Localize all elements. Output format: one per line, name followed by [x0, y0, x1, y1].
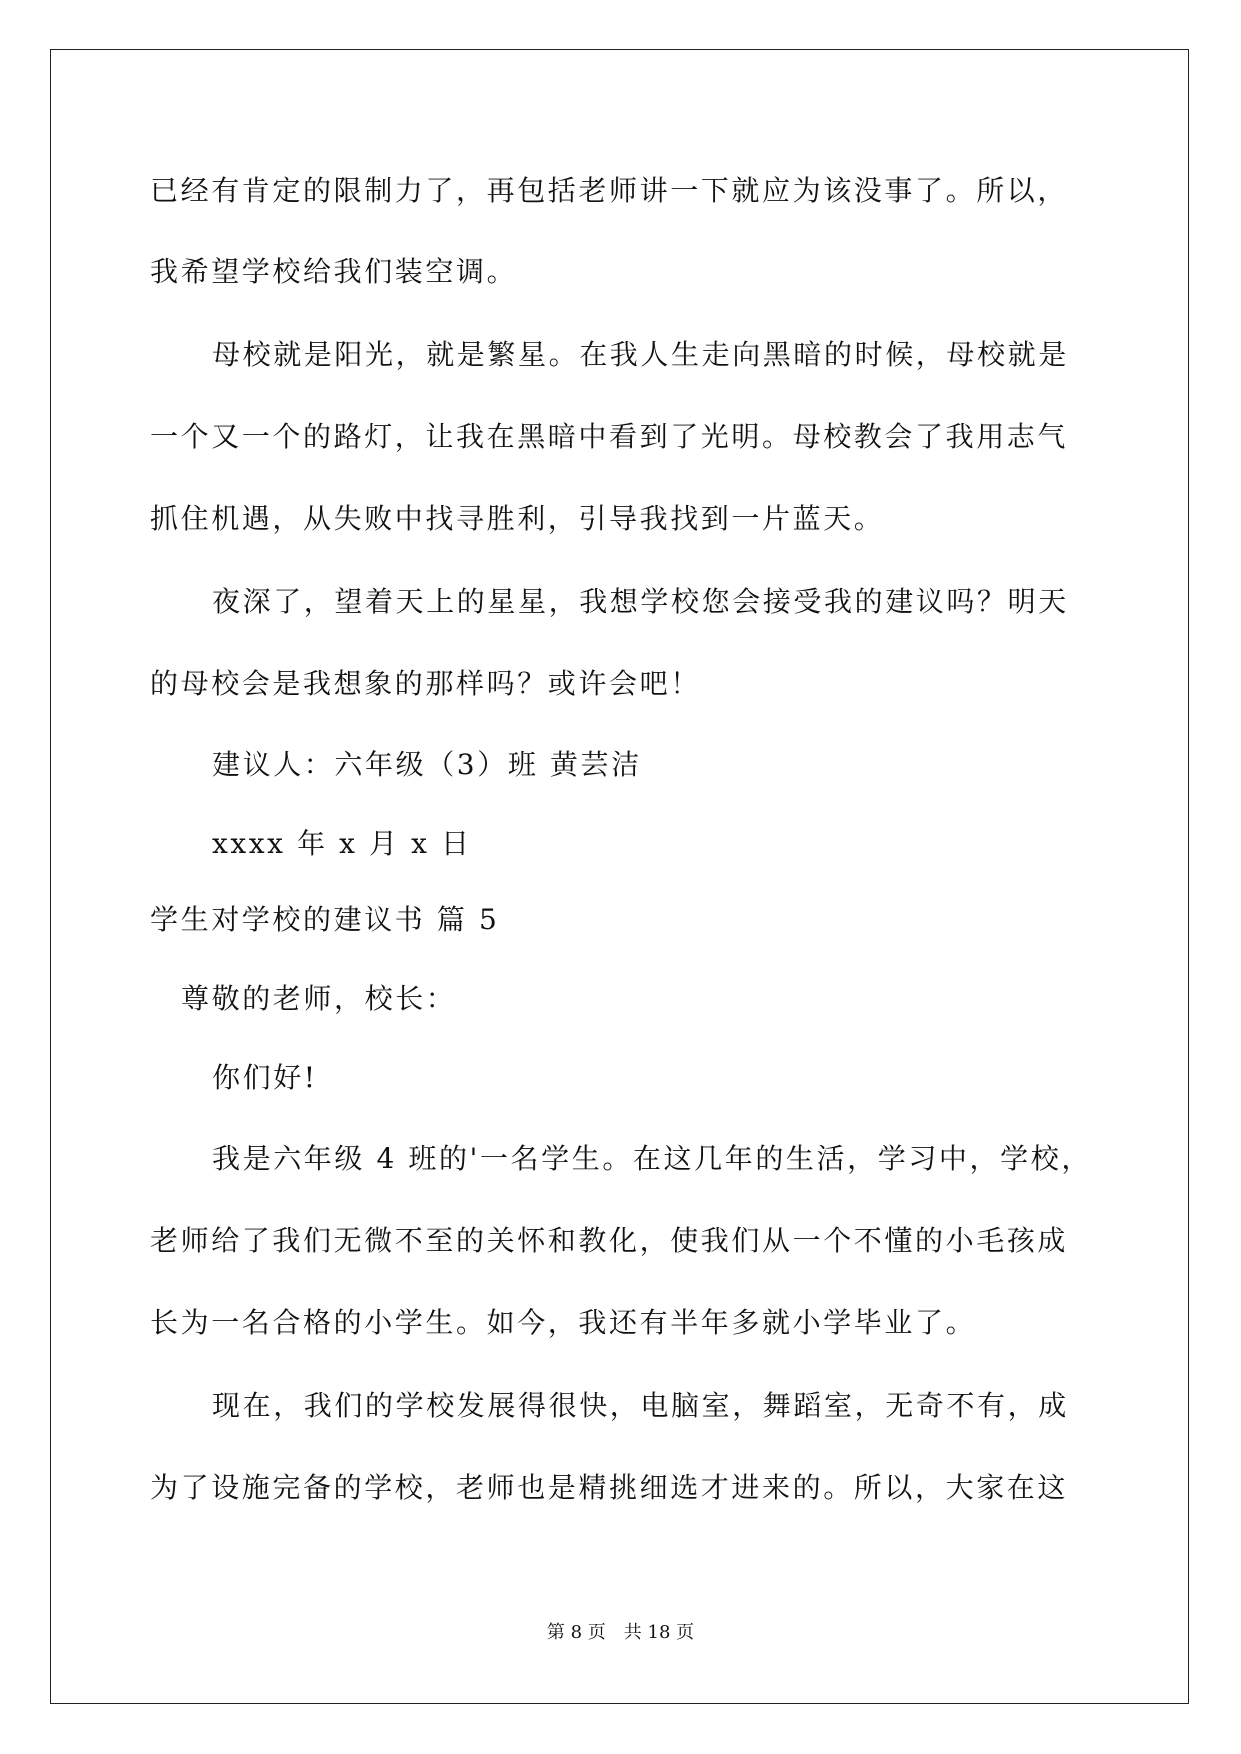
- page-number-footer: 第 8 页 共 18 页: [546, 1622, 695, 1643]
- text-line: 长为一名合格的小学生。如今，我还有半年多就小学毕业了。: [150, 1306, 977, 1339]
- section-title: 学生对学校的建议书 篇 5: [150, 903, 500, 936]
- text-line: 为了设施完备的学校，老师也是精挑细选才进来的。所以，大家在这: [150, 1471, 1069, 1504]
- salutation: 尊敬的老师，校长：: [181, 982, 457, 1015]
- text-line: 母校就是阳光，就是繁星。在我人生走向黑暗的时候，母校就是: [212, 338, 1069, 371]
- signature-line: 建议人：六年级（3）班 黄芸洁: [212, 748, 642, 781]
- page-border: [50, 49, 1189, 1704]
- date-line: xxxx 年 x 月 x 日: [212, 827, 472, 860]
- text-line: 已经有肯定的限制力了，再包括老师讲一下就应为该没事了。所以，: [150, 174, 1069, 207]
- text-line: 的母校会是我想象的那样吗？或许会吧！: [150, 667, 701, 700]
- text-line: 我希望学校给我们装空调。: [150, 255, 518, 288]
- text-line: 我是六年级 4 班的'一名学生。在这几年的生活，学习中，学校，: [212, 1142, 1092, 1175]
- text-line: 抓住机遇，从失败中找寻胜利，引导我找到一片蓝天。: [150, 502, 885, 535]
- text-line: 老师给了我们无微不至的关怀和教化，使我们从一个不懂的小毛孩成: [150, 1224, 1069, 1257]
- text-line: 现在，我们的学校发展得很快，电脑室，舞蹈室，无奇不有，成: [212, 1389, 1069, 1422]
- text-line: 一个又一个的路灯，让我在黑暗中看到了光明。母校教会了我用志气: [150, 420, 1069, 453]
- text-line: 夜深了，望着天上的星星，我想学校您会接受我的建议吗？明天: [212, 585, 1069, 618]
- greeting: 你们好!: [212, 1061, 318, 1094]
